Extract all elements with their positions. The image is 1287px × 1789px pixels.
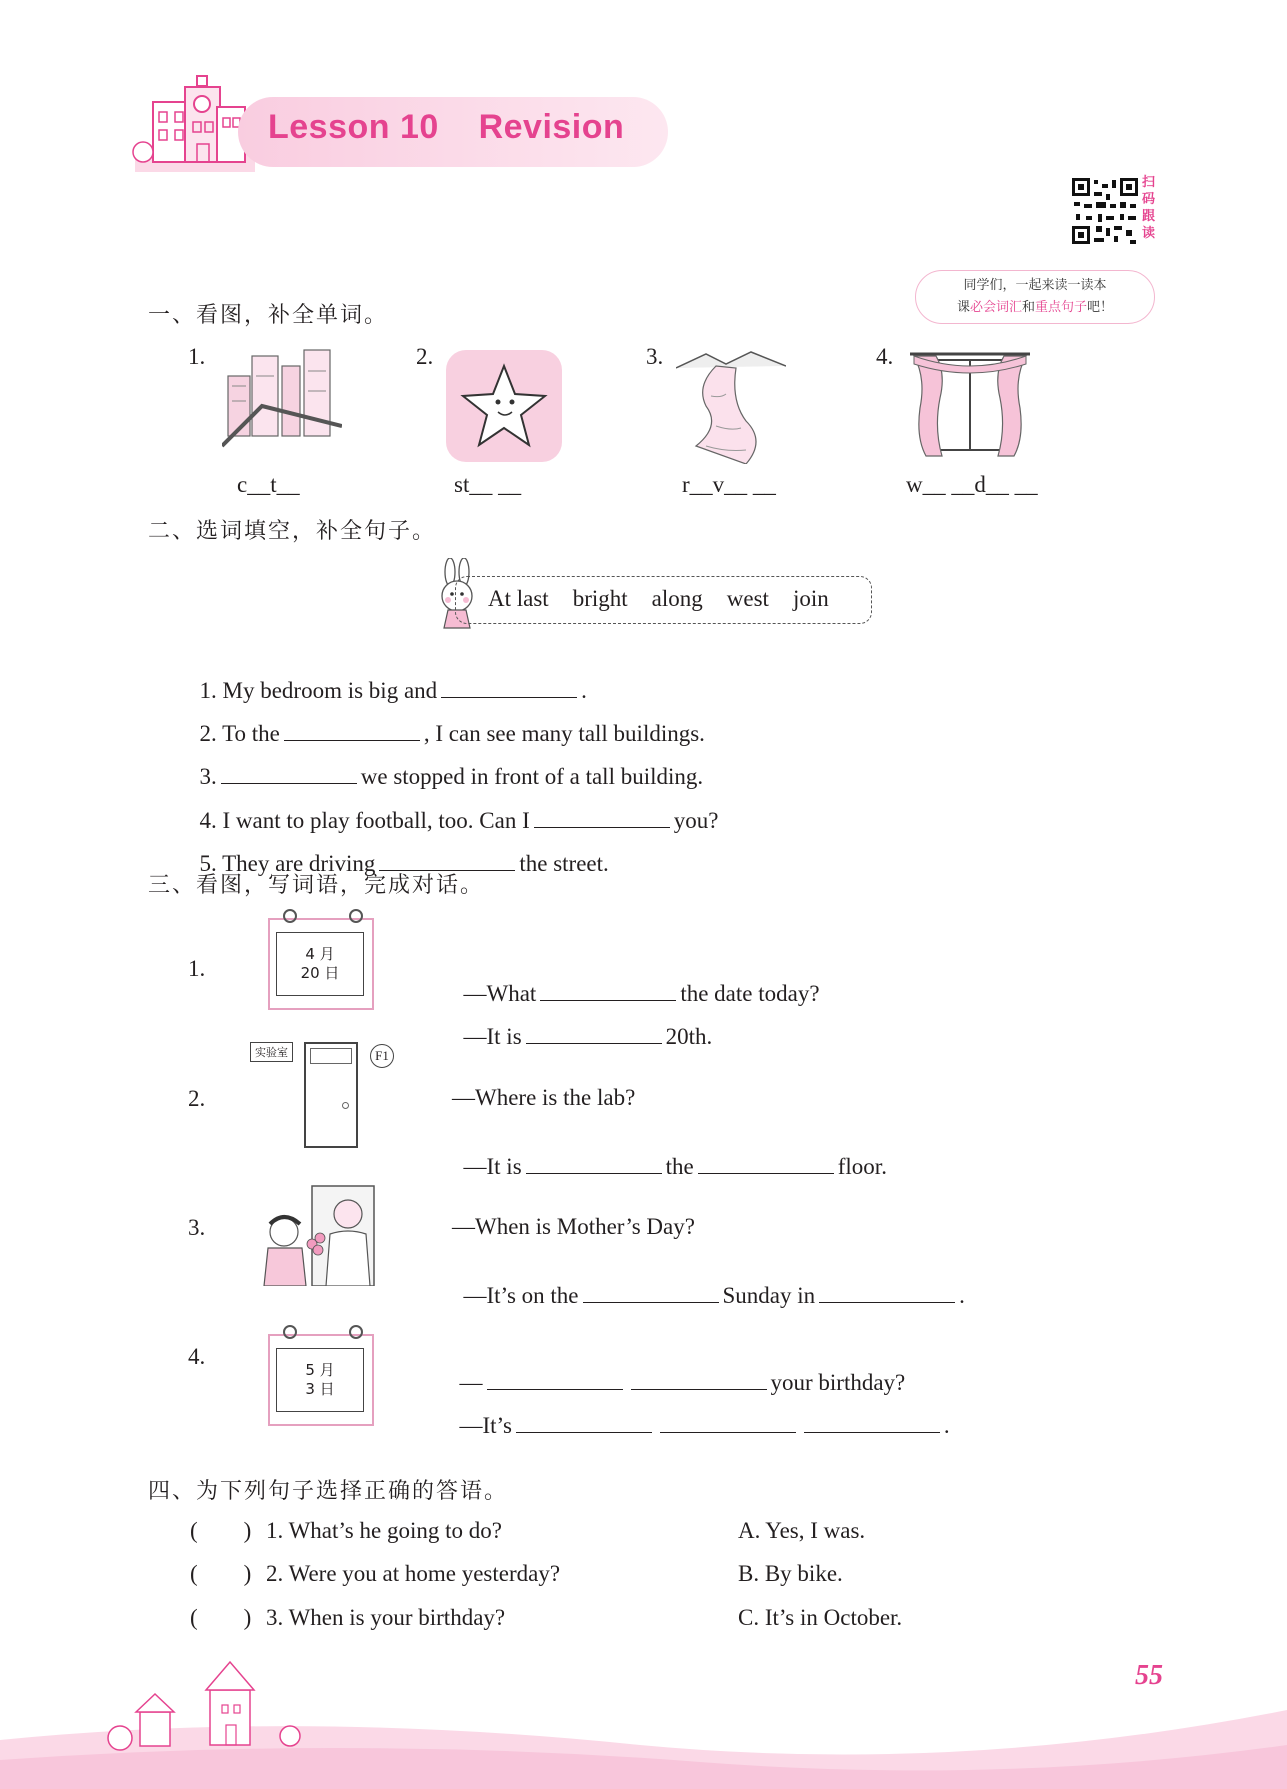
word-at-last: At last — [488, 586, 549, 611]
s3-q1-line2: —It is 20th. — [463, 1024, 713, 1049]
note-line-1: 同学们，一起来读一读本 — [963, 278, 1107, 293]
word-west: west — [726, 586, 769, 611]
s3-q2-line2: —It is the floor. — [463, 1154, 887, 1179]
s2-sentence-5: 5. They are driving the street. — [199, 851, 609, 876]
s4-question-3: 3. When is your birthday? — [266, 1605, 506, 1630]
s1-item4-number: 4. — [876, 344, 894, 369]
s3-q4-number: 4. — [188, 1344, 206, 1369]
answer-blank[interactable] — [583, 1301, 719, 1303]
s1-item3-number: 3. — [646, 344, 664, 369]
floor-badge: F1 — [370, 1044, 394, 1068]
s1-item4-hint: w__ __d__ __ — [906, 472, 1038, 497]
answer-blank[interactable] — [660, 1431, 796, 1433]
word-along: along — [651, 586, 703, 611]
section2-title: 二、选词填空，补全句子。 — [148, 519, 437, 544]
lab-sign: 实验室 — [250, 1042, 293, 1062]
lab-door — [304, 1042, 358, 1148]
s2-sentence-1: 1. My bedroom is big and . — [199, 678, 587, 703]
s1-item2-hint: st__ __ — [454, 472, 522, 497]
mothers-day-picture — [256, 1184, 376, 1286]
s3-q3-number: 3. — [188, 1215, 206, 1240]
s4-paren-2[interactable]: ( ) — [190, 1561, 252, 1586]
qr-label: 扫码跟读 — [1142, 175, 1156, 241]
calendar-rings-icon — [278, 906, 368, 930]
s3-q1-line1: —What the date today? — [463, 981, 820, 1006]
answer-blank[interactable] — [516, 1431, 652, 1433]
river-icon — [676, 346, 786, 464]
qr-code-icon[interactable] — [1070, 176, 1140, 246]
answer-blank[interactable] — [526, 1042, 662, 1044]
s1-item3-hint: r__v__ __ — [682, 472, 776, 497]
s2-sentence-2: 2. To the , I can see many tall buildings. — [199, 721, 705, 746]
s3-q3-line2: —It’s on the Sunday in . — [463, 1283, 965, 1308]
window-icon — [906, 348, 1034, 462]
star-icon — [446, 350, 562, 462]
s3-q1-number: 1. — [188, 956, 206, 981]
section3-title: 三、看图，写词语，完成对话。 — [148, 873, 485, 898]
read-along-note — [915, 270, 1155, 324]
calendar-may-3: 5 月 3 日 — [268, 1334, 374, 1426]
s4-answer-c: C. It’s in October. — [738, 1605, 903, 1630]
note-line-2: 课必会词汇和重点句子吧！ — [956, 300, 1114, 315]
lesson-title: Lesson 10 Revision — [268, 108, 625, 146]
s2-sentence-4: 4. I want to play football, too. Can I you? — [199, 808, 719, 833]
city-buildings-icon — [222, 346, 342, 454]
word-bank — [488, 586, 853, 612]
section4-title: 四、为下列句子选择正确的答语。 — [148, 1479, 509, 1504]
answer-blank[interactable] — [526, 1172, 662, 1174]
s3-q4-line1: — your birthday? — [459, 1370, 906, 1395]
s1-item1-number: 1. — [188, 344, 206, 369]
s3-q3-line1: —When is Mother’s Day? — [452, 1214, 695, 1239]
s3-q2-number: 2. — [188, 1086, 206, 1111]
s4-paren-1[interactable]: ( ) — [190, 1518, 252, 1543]
word-join: join — [792, 586, 829, 611]
s2-sentence-3: 3. we stopped in front of a tall building. — [199, 764, 704, 789]
answer-blank[interactable] — [804, 1431, 940, 1433]
s4-question-2: 2. Were you at home yesterday? — [266, 1561, 561, 1586]
s1-item2-number: 2. — [416, 344, 434, 369]
s4-paren-3[interactable]: ( ) — [190, 1605, 252, 1630]
section1-title: 一、看图，补全单词。 — [148, 303, 389, 328]
word-bright: bright — [572, 586, 628, 611]
s4-answer-a: A. Yes, I was. — [738, 1518, 866, 1543]
s3-q2-line1: —Where is the lab? — [452, 1085, 636, 1110]
s4-question-1: 1. What’s he going to do? — [266, 1518, 502, 1543]
calendar-april-20: 4 月 20 日 — [268, 918, 374, 1010]
answer-blank[interactable] — [698, 1172, 834, 1174]
page-number: 55 — [1135, 1660, 1163, 1691]
footer-wave-decoration — [0, 1650, 1287, 1789]
calendar-rings-icon — [278, 1322, 368, 1346]
s3-q4-line2: —It’s . — [459, 1413, 950, 1438]
s4-answer-b: B. By bike. — [738, 1561, 843, 1586]
answer-blank[interactable] — [819, 1301, 955, 1303]
s1-item1-hint: c__t__ — [237, 472, 300, 497]
